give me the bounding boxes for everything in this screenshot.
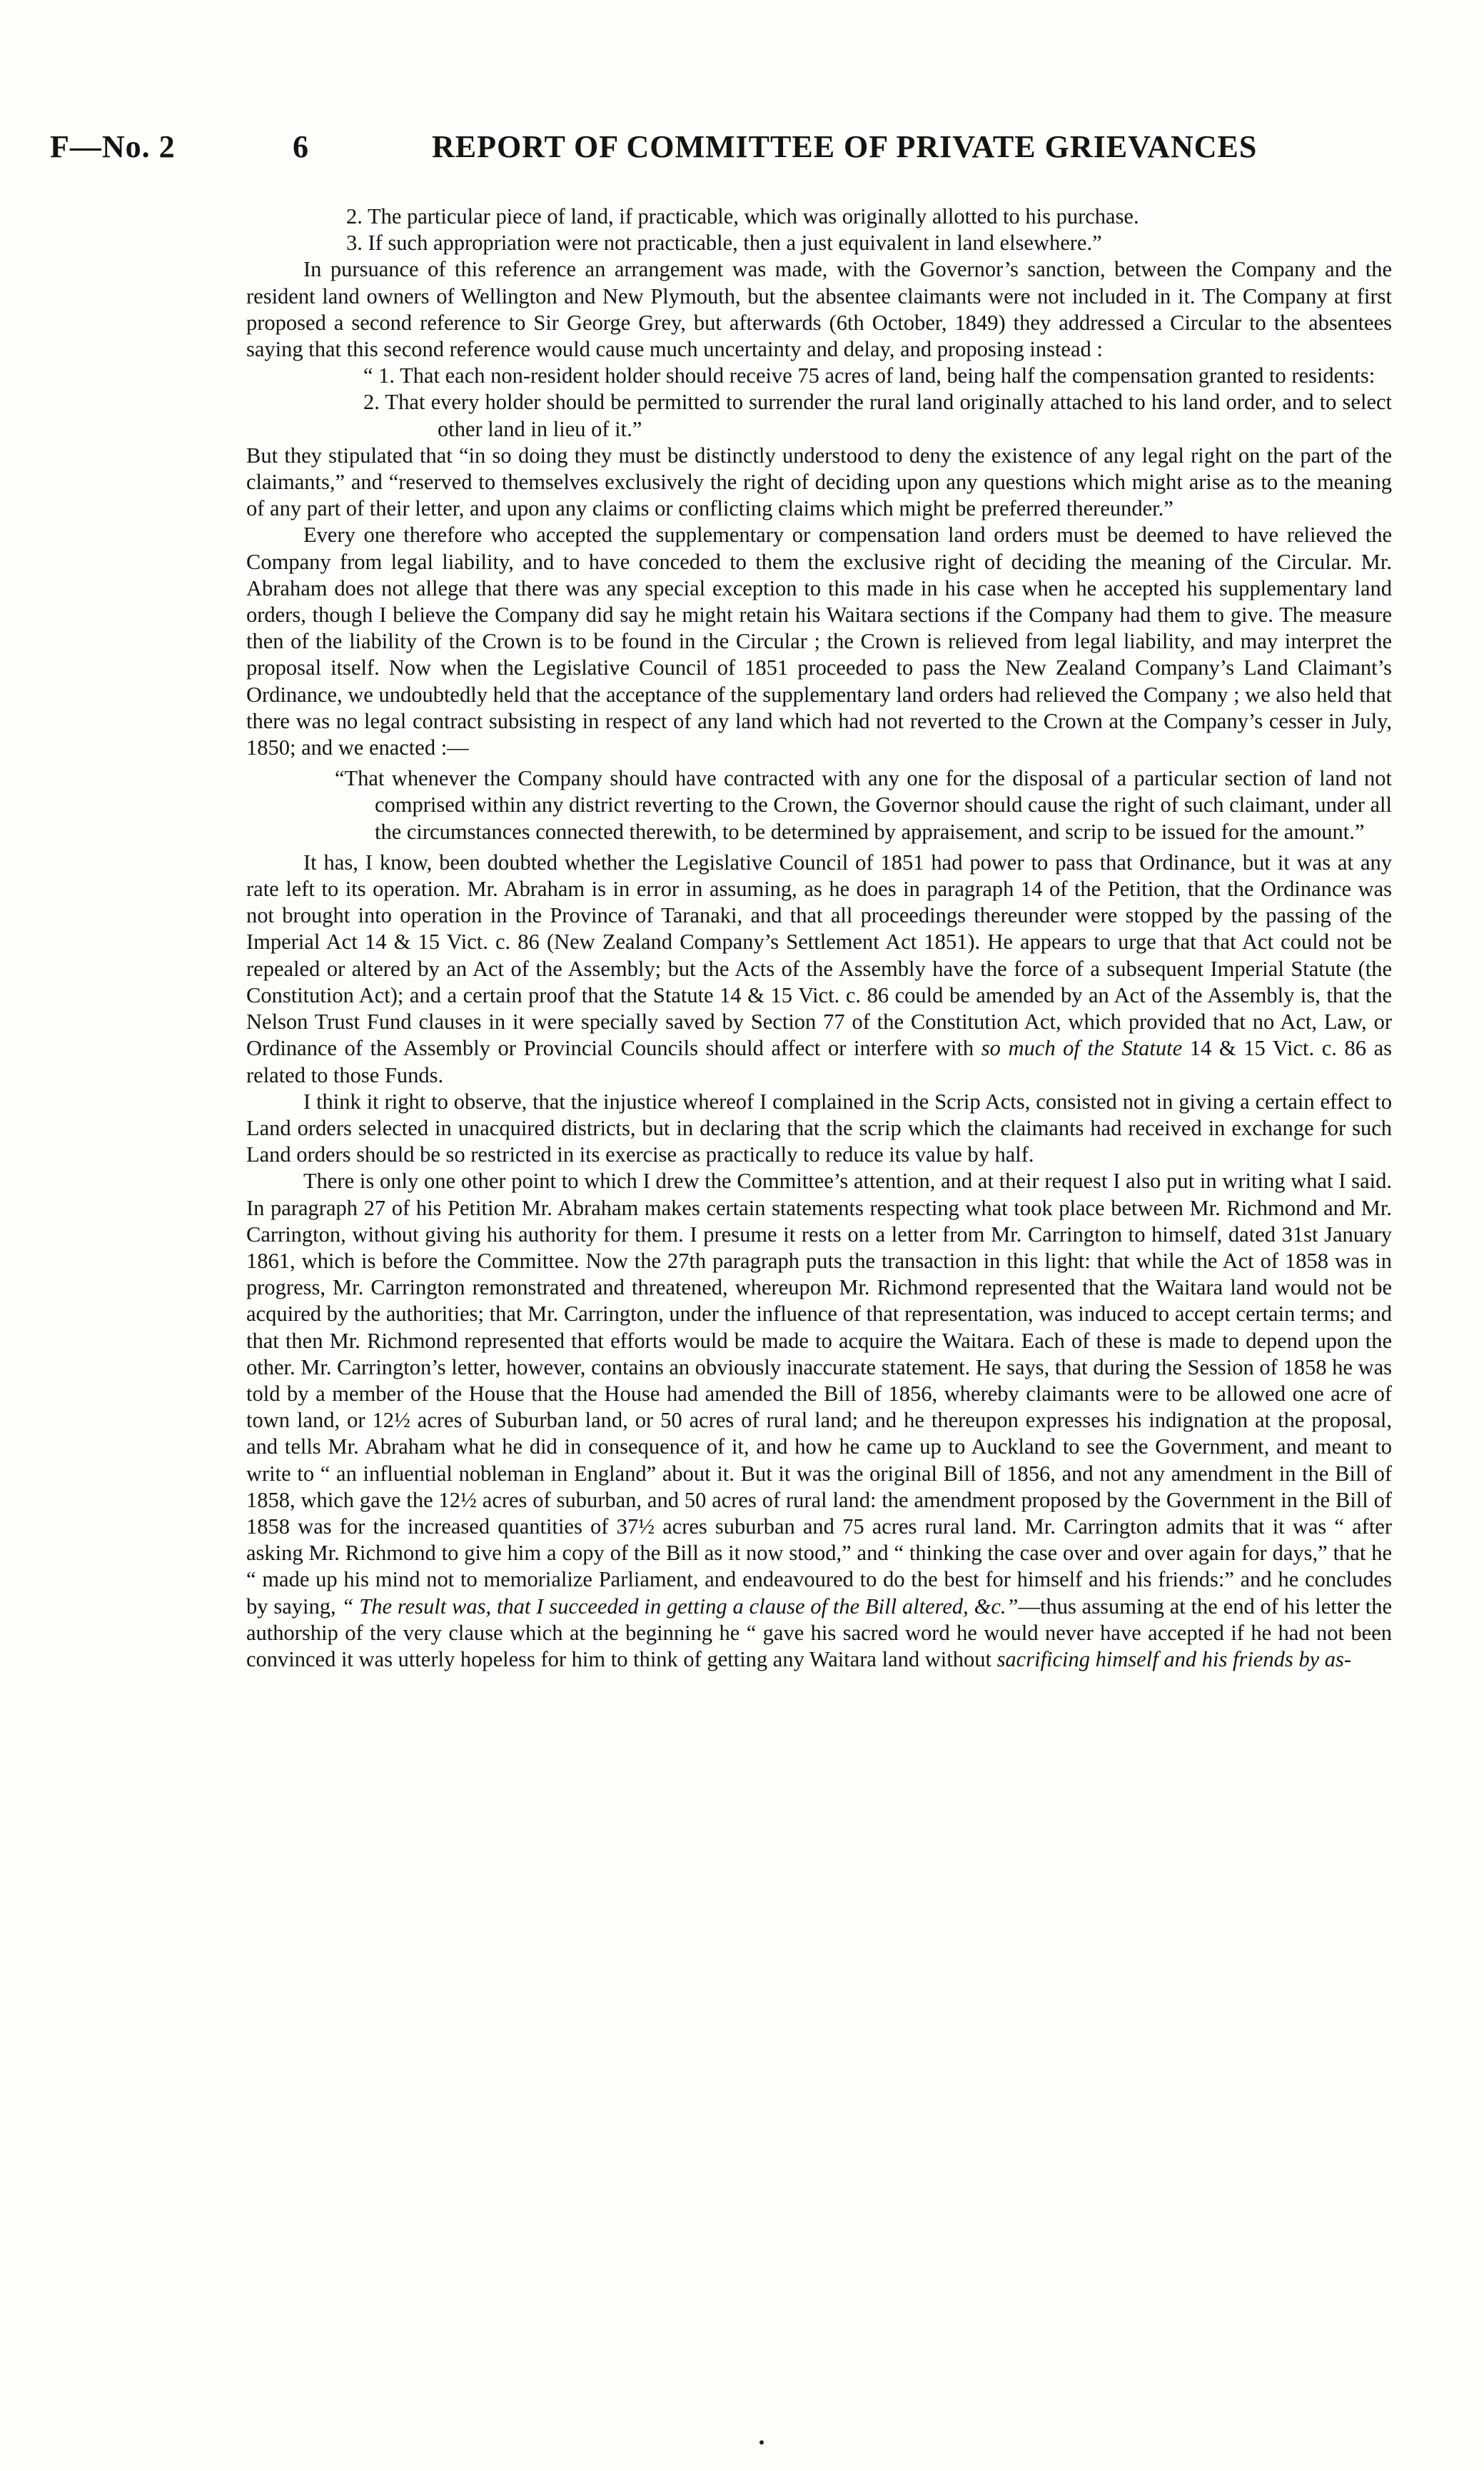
paragraph-injustice: I think it right to observe, that the injustice whereof I complained in the Scrip Acts, consisted not in giving a certain effect to Land orders selected in unacquired districts, but in declaring that the scrip which the claimants had received in exchange for such Land orders should be so restricted in its exercise as practically to reduce its value by half. bbox=[246, 1089, 1392, 1167]
page-end-mark bbox=[759, 2440, 764, 2445]
circular-item-1: “ 1. That each non-resident holder should receive 75 acres of land, being half the compensation granted to residents: bbox=[363, 363, 1376, 388]
paragraph-doubted-text: It has, I know, been doubted whether the Legislative Council of 1851 had power to pass that Ordinance, but it was at any rate left to its operation. Mr. Abraham is in error in assuming, as he does in paragraph 14 of the Petition, that the Ordinance was not brought into operation in the Province of Taranaki, and that all proceedings thereunder were stopped by the passing of the Imperial Act 14 & 15 Vict. c. 86 (New Zealand Company’s Settlement Act 1851). He appears to urge that that Act could not be repealed or altered by an Act of the Assembly; but the Acts of the Assembly have the force of a subsequent Imperial Statute (the Constitution Act); and a certain proof that the Statute 14 & 15 Vict. c. 86 could be amended by an Act of the Assembly is, that the Nelson Trust Fund clauses in it were specially saved by Section 77 of the Constitution Act, which provided that no Act, Law, or Ordinance of the Assembly or Provincial Councils should affect or interfere with bbox=[246, 850, 1392, 1061]
paragraph-stipulated: But they stipulated that “in so doing they must be distinctly understood to deny the existence of any legal right on the part of the claimants,” and “reserved to themselves exclusively the right of deciding upon any questions which might arise as to the meaning of any part of their letter, and upon any claims or conflicting claims which might be preferred thereunder.” bbox=[246, 443, 1392, 521]
page-number: 6 bbox=[293, 129, 309, 164]
circular-item-2: 2. That every holder should be permitted to surrender the rural land originally attached to his land order, and to select other land in lieu of it.” bbox=[363, 390, 1392, 441]
paragraph-other-emphasis: sacrificing himself and his friends by as- bbox=[996, 1646, 1352, 1671]
paragraph-other-continuation: —thus assuming at the end of his letter the authorship of the very clause which at the beginning he “ gave his sacred word he would never have accepted if he had not been convinced it was utterly hopeless for him to think of getting any Waitara land without bbox=[246, 1594, 1392, 1671]
paragraph-other-point bbox=[246, 1168, 1392, 1673]
reference-item-2: 2. The particular piece of land, if practicable, which was originally allotted to his purchase. bbox=[346, 204, 1139, 228]
report-title: REPORT OF COMMITTEE OF PRIVATE GRIEVANCES bbox=[432, 129, 1258, 164]
paragraph-doubted-end: 14 & 15 Vict. c. 86 as related to those Funds. bbox=[246, 1036, 1393, 1087]
page-header bbox=[50, 129, 1335, 178]
enactment-quote: “That whenever the Company should have contracted with any one for the disposal of a particular section of land not comprised within any district reverting to the Crown, the Governor should cause the right of such claimant, under all the circumstances connected therewith, to be determined by appraisement, and scrip to be issued for the amount.” bbox=[335, 766, 1392, 844]
paragraph-doubted-emphasis: so much of the Statute bbox=[981, 1036, 1183, 1061]
reference-item-3: 3. If such appropriation were not practicable, then a just equivalent in land elsewhere.” bbox=[346, 231, 1102, 256]
paragraph-every-one: Every one therefore who accepted the supplementary or compensation land orders must be deemed to have relieved the Company from legal liability, and to have conceded to them the exclusive right of deciding the meaning of the Circular. Mr. Abraham does not allege that there was any special exception to this made in his case when he accepted his supplementary land orders, though I believe the Company did say he might retain his Waitara sections if the Company had them to give. The measure then of the liability of the Crown is to be found in the Circular ; the Crown is relieved from legal liability, and may interpret the proposal itself. Now when the Legislative Council of 1851 proceeded to pass the New Zealand Company’s Land Claimant’s Ordinance, we undoubtedly held that the acceptance of the supplementary land orders had relieved the Company ; we also held that there was no legal contract subsisting in respect of any land which had not reverted to the Crown at the Company’s cesser in July, 1850; and we enacted :— bbox=[246, 523, 1392, 760]
paragraph-doubted bbox=[246, 850, 1392, 1089]
report-body bbox=[246, 203, 1392, 1673]
paragraph-other-quote: “ The result was, that I succeeded in getting a clause of the Bill altered, &c.” bbox=[341, 1594, 1019, 1619]
document-reference: F—No. 2 bbox=[50, 129, 176, 164]
paragraph-pursuance: In pursuance of this reference an arrangement was made, with the Governor’s sanction, between the Company and the resident land owners of Wellington and New Plymouth, but the absentee claimants were not included in it. The Company at first proposed a second reference to Sir George Grey, but afterwards (6th October, 1849) they addressed a Circular to the absentees saying that this second reference would cause much uncertainty and delay, and proposing instead : bbox=[246, 257, 1392, 362]
paragraph-other-text: There is only one other point to which I drew the Committee’s attention, and at their request I also put in writing what I said. In paragraph 27 of his Petition Mr. Abraham makes certain statements respecting what took place between Mr. Richmond and Mr. Carrington, without giving his authority for them. I presume it rests on a letter from Mr. Carrington to himself, dated 31st January 1861, which is before the Committee. Now the 27th paragraph puts the transaction in this light: that while the Act of 1858 was in progress, Mr. Carrington remonstrated and threatened, whereupon Mr. Richmond represented that the Waitara land would not be acquired by the authorities; that Mr. Carrington, under the influence of that representation, was induced to accept certain terms; and that then Mr. Richmond represented that efforts would be made to acquire the Waitara. Each of these is made to depend upon the other. Mr. Carrington’s letter, however, contains an obviously inaccurate statement. He says, that during the Session of 1858 he was told by a member of the House that the House had amended the Bill of 1856, whereby claimants were to be allowed one acre of town land, or 12½ acres of Suburban land, or 50 acres of rural land; and he thereupon expresses his indignation at the proposal, and tells Mr. Abraham what he did in consequence of it, and how he came up to Auckland to see the Government, and meant to write to “ an influential nobleman in England” about it. But it was the original Bill of 1856, and not any amendment in the Bill of 1858, which gave the 12½ acres of suburban, and 50 acres of rural land: the amendment proposed by the Government in the Bill of 1858 was for the increased quantities of 37½ acres suburban and 75 acres rural land. Mr. Carrington admits that it was “ after asking Mr. Richmond to give him a copy of the Bill as it now stood,” and “ thinking the case over and over again for days,” that he “ made up his mind not to memorialize Parliament, and endeavoured to do the best for himself and his friends:” and he concludes by saying, bbox=[246, 1169, 1392, 1619]
circular-quote bbox=[246, 363, 1392, 443]
